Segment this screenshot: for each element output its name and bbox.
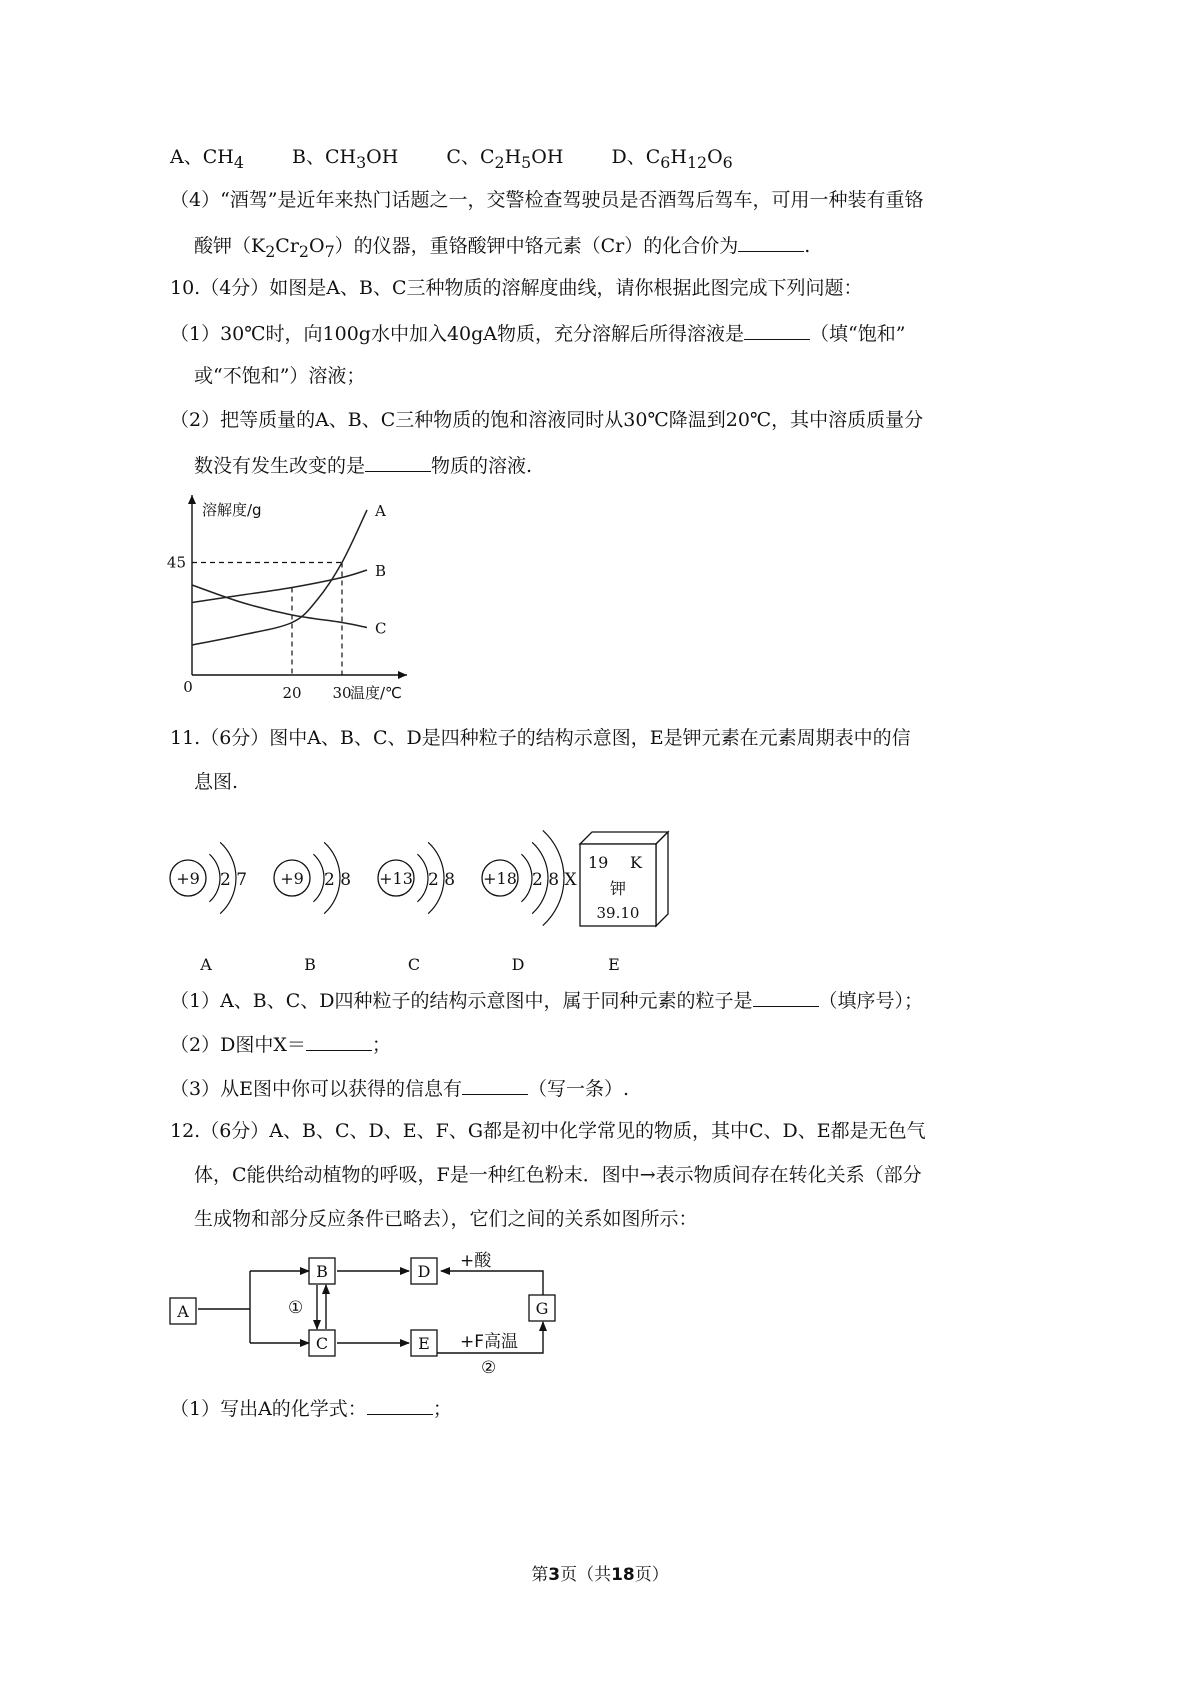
atom-diagram-D bbox=[482, 830, 577, 974]
element-label: E bbox=[608, 955, 620, 974]
atom-label: C bbox=[407, 955, 421, 974]
q12-stem-3: 生成物和部分反应条件已略去），它们之间的关系如图所示： bbox=[194, 1208, 698, 1230]
q12-stem-1: 12.（6分）A、B、C、D、E、F、G都是初中化学常见的物质，其中C、D、E都是无色气 bbox=[170, 1120, 926, 1142]
chart-series bbox=[192, 510, 367, 645]
electron-shell-arc bbox=[521, 854, 532, 902]
q10-part1: （1）30℃时，向100g水中加入40gA物质，充分溶解后所得溶液是 （填“饱和” bbox=[170, 317, 905, 349]
y-axis-label: 溶解度/g bbox=[202, 501, 262, 519]
x-axis-label: 温度/℃ bbox=[350, 684, 402, 702]
atom-diagram-C bbox=[378, 842, 455, 974]
answer-blank bbox=[462, 1072, 528, 1095]
series-label-C: C bbox=[375, 619, 387, 638]
svg-text:G: G bbox=[535, 1299, 549, 1318]
answer-blank bbox=[306, 1028, 372, 1051]
answer-options: A、$CH_4$ B、$CH_3OH$ C、$C_2H_5OH$ D、$C_6H_{12}O_6$ bbox=[170, 146, 733, 172]
svg-text:A: A bbox=[177, 1302, 189, 1321]
label-f-high-temp: +F高温 bbox=[460, 1332, 519, 1352]
node-E bbox=[411, 1330, 437, 1356]
series-line-B bbox=[192, 570, 367, 603]
label-step-2: ② bbox=[481, 1358, 497, 1378]
q11-stem: 11.（6分）图中A、B、C、D是四种粒子的结构示意图，E是钾元素在元素周期表中的信 bbox=[170, 727, 911, 749]
q10-stem: 10.（4分）如图是A、B、C三种物质的溶解度曲线，请你根据此图完成下列问题： bbox=[170, 277, 863, 299]
answer-blank bbox=[738, 229, 804, 252]
series-label-A: A bbox=[375, 502, 386, 520]
electron-counts: 2 8 bbox=[428, 870, 456, 890]
y-tick-label: 45 bbox=[166, 553, 186, 572]
page-footer: 第3页（共18页） bbox=[531, 1565, 669, 1585]
answer-blank bbox=[744, 317, 810, 340]
atom-diagram-A bbox=[170, 842, 247, 974]
atom-structure-figure bbox=[160, 808, 700, 983]
svg-text:B: B bbox=[316, 1262, 328, 1281]
node-C bbox=[309, 1330, 335, 1356]
electron-counts: 2 8 X bbox=[532, 870, 577, 890]
series-line-C bbox=[192, 585, 367, 628]
x-tick-label: 20 bbox=[282, 684, 302, 702]
atomic-number: 19 bbox=[588, 853, 609, 872]
solubility-chart bbox=[160, 490, 430, 720]
q11-part2: （2）D图中X＝ ； bbox=[170, 1028, 391, 1060]
answer-blank bbox=[365, 449, 431, 472]
q11-stem-cont: 息图. bbox=[194, 771, 239, 793]
q9-part4-line1: （4）“酒驾”是近年来热门话题之一，交警检查驾驶员是否酒驾后驾车，可用一种装有重铬 bbox=[170, 189, 924, 211]
atom-label: B bbox=[304, 955, 316, 974]
element-name: 钾 bbox=[609, 879, 627, 898]
q11-part1: （1）A、B、C、D四种粒子的结构示意图中，属于同种元素的粒子是 （填序号）； bbox=[170, 984, 923, 1016]
svg-text:C: C bbox=[315, 1334, 329, 1353]
node-D bbox=[411, 1258, 437, 1284]
transformation-diagram bbox=[165, 1245, 575, 1380]
q10-part2-cont: 数没有发生改变的是 物质的溶液. bbox=[194, 449, 532, 481]
svg-text:D: D bbox=[417, 1262, 431, 1281]
q11-part3: （3）从E图中你可以获得的信息有 （写一条）. bbox=[170, 1072, 629, 1104]
atom-diagram-B bbox=[274, 842, 351, 974]
node-A bbox=[170, 1298, 196, 1324]
label-step-1: ① bbox=[288, 1298, 304, 1318]
node-B bbox=[309, 1258, 335, 1284]
nucleus-charge: +18 bbox=[483, 869, 517, 888]
atomic-mass: 39.10 bbox=[596, 904, 640, 922]
answer-blank bbox=[367, 1392, 433, 1415]
nucleus-charge: +13 bbox=[379, 869, 413, 888]
y-axis-arrow bbox=[188, 495, 196, 504]
atom-label: D bbox=[511, 955, 525, 974]
label-acid: +酸 bbox=[460, 1251, 492, 1271]
origin-label: 0 bbox=[183, 678, 193, 696]
x-axis-arrow bbox=[398, 671, 407, 679]
atom-label: A bbox=[200, 955, 212, 974]
node-G bbox=[529, 1295, 555, 1321]
q12-stem-2: 体，C能供给动植物的呼吸，F是一种红色粉末．图中→表示物质间存在转化关系（部分 bbox=[194, 1164, 922, 1186]
element-box-E bbox=[580, 832, 668, 974]
q12-part1: （1）写出A的化学式： ； bbox=[170, 1392, 452, 1424]
electron-shell-arc bbox=[313, 854, 324, 902]
nucleus-charge: +9 bbox=[176, 869, 200, 888]
q10-part1-cont: 或“不饱和”）溶液； bbox=[194, 365, 366, 387]
electron-counts: 2 7 bbox=[220, 870, 248, 890]
element-symbol: K bbox=[630, 853, 642, 872]
electron-counts: 2 8 bbox=[324, 870, 352, 890]
electron-shell-arc bbox=[417, 854, 428, 902]
q9-part4-line2: 酸钾$(K_2Cr_2O_7)$的仪器，重铬酸钾中铬元素（Cr）的化合价为 . bbox=[194, 229, 810, 267]
nucleus-charge: +9 bbox=[280, 869, 304, 888]
answer-blank bbox=[753, 984, 819, 1007]
x-tick-label: 30 bbox=[332, 684, 352, 702]
q10-part2: （2）把等质量的A、B、C三种物质的饱和溶液同时从30℃降温到20℃，其中溶质质量分 bbox=[170, 409, 924, 431]
electron-shell-arc bbox=[209, 854, 220, 902]
series-label-B: B bbox=[375, 562, 387, 580]
svg-text:E: E bbox=[418, 1334, 430, 1353]
